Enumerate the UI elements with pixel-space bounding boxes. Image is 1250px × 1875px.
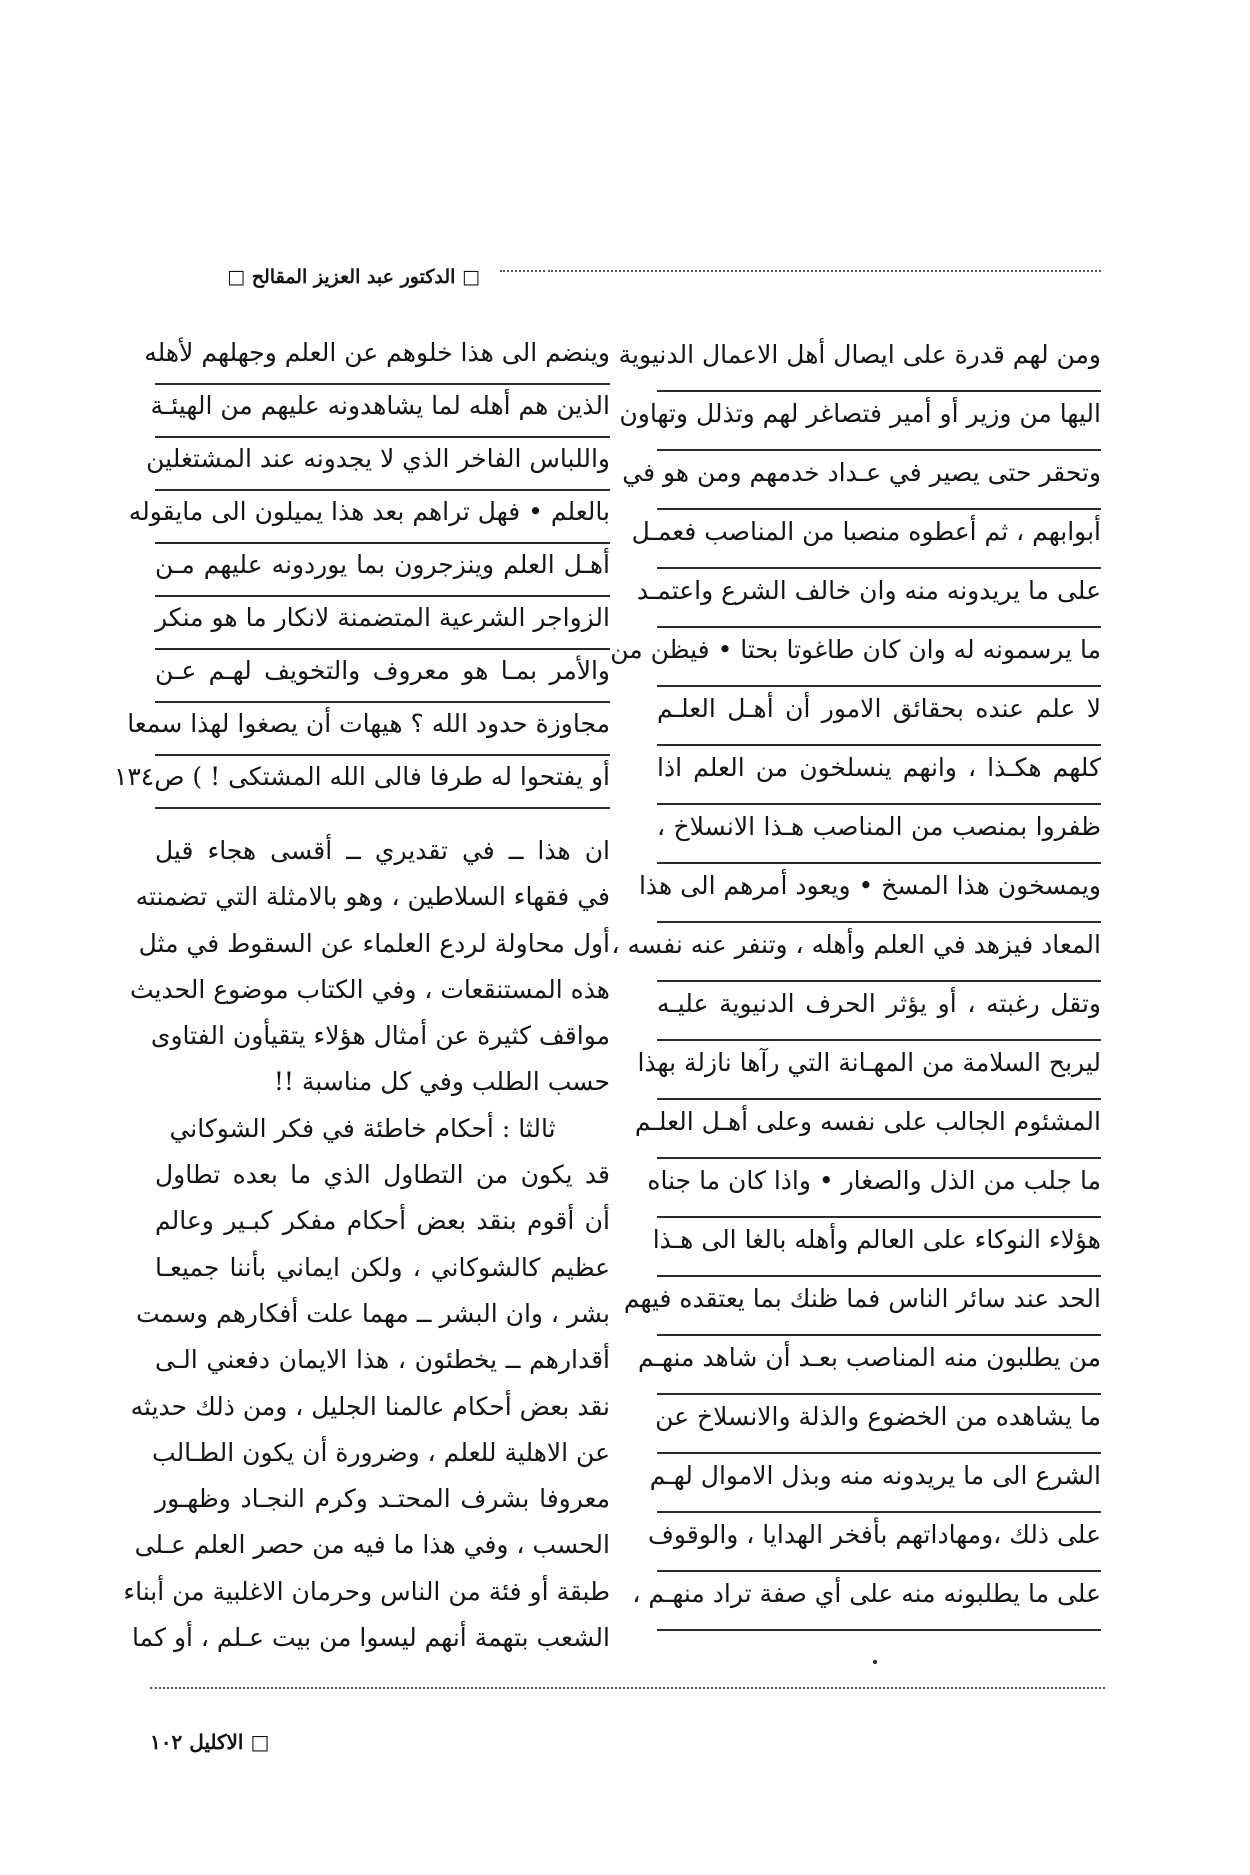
text-line: من يطلبون منه المناصب بعـد أن شاهد منهـم <box>657 1336 1101 1395</box>
text-line: وتحقر حتى يصير في عـداد خدمهم ومن هو في <box>657 451 1101 510</box>
page-footer-label: □ الاكليل ١٠٢ <box>150 1730 270 1754</box>
text-line: أهـل العلم وينزجرون بما يوردونه عليهم مـن <box>155 544 610 597</box>
text-line: هذه المستنقعات ، وفي الكتاب موضوع الحديث <box>129 974 610 1004</box>
text-line: الحسب ، وفي هذا ما فيه من حصر العلم عـلى <box>134 1530 610 1560</box>
text-line: نقد بعض أحكام عالمنا الجليل ، ومن ذلك حديثه <box>130 1391 610 1421</box>
text-line: أن أقوم بنقد بعض أحكام مفكر كبـير وعالم <box>155 1206 610 1236</box>
left-body-text <box>123 828 610 1661</box>
header-dotted-separator <box>500 270 545 272</box>
text-line: قد يكون من التطاول الذي ما بعده تطاول <box>155 1160 610 1190</box>
text-line: طبقة أو فئة من الناس وحرمان الاغلبية من أبناء <box>123 1576 610 1606</box>
text-line: وتقل رغبته ، أو يؤثر الحرف الدنيوية عليـه <box>657 982 1101 1041</box>
text-line: هؤلاء النوكاء على العالم وأهله بالغا الى هـذا <box>657 1218 1101 1277</box>
text-line: حسب الطلب وفي كل مناسبة !! <box>273 1067 610 1097</box>
text-line: بشر ، وان البشر ــ مهما علت أفكارهم وسمت <box>136 1298 610 1328</box>
text-line: مجاوزة حدود الله ؟ هيهات أن يصغوا لهذا سمعا <box>155 703 610 756</box>
running-header-author: □ الدكتور عبد العزيز المقالح □ <box>227 266 480 288</box>
text-line: الشرع الى ما يريدونه منه وبذل الاموال لهـم <box>657 1454 1101 1513</box>
left-quote-block <box>113 332 610 809</box>
header-dotted-rule <box>548 270 1101 272</box>
text-line: المعاد فيزهد في العلم وأهله ، وتنفر عنه نفسه ، <box>657 923 1101 982</box>
text-line: على ما يطلبونه منه على أي صفة تراد منهـم ، <box>657 1572 1101 1631</box>
text-line: ظفروا بمنصب من المناصب هـذا الانسلاخ ، <box>657 805 1101 864</box>
text-line: على ذلك ،ومهاداتهم بأفخر الهدايا ، والوقوف <box>657 1513 1101 1572</box>
text-line: واللباس الفاخر الذي لا يجدونه عند المشتغلين <box>155 438 610 491</box>
text-line: المشئوم الجالب على نفسه وعلى أهـل العلـم <box>657 1100 1101 1159</box>
text-line: ليربح السلامة من المهـانة التي رآها نازلة بهذا <box>657 1041 1101 1100</box>
text-line: على ما يريدونه منه وان خالف الشرع واعتمـد <box>657 569 1101 628</box>
text-line: الزواجر الشرعية المتضمنة لانكار ما هو منكر <box>155 597 610 650</box>
text-line: أو يفتحوا له طرفا فالى الله المشتكى ! ) ص١٣٤ <box>155 756 610 809</box>
text-line: أول محاولة لردع العلماء عن السقوط في مثل <box>138 928 610 958</box>
text-line: وينضم الى هذا خلوهم عن العلم وجهلهم لأهله <box>155 332 610 385</box>
text-line: والأمر بمـا هو معروف والتخويف لهـم عـن <box>155 650 610 703</box>
text-line: ما يشاهده من الخضوع والذلة والانسلاخ عن <box>657 1395 1101 1454</box>
text-line: معروفا بشرف المحتـد وكرم النجـاد وظهـور <box>155 1484 610 1514</box>
text-line: الحد عند سائر الناس فما ظنك بما يعتقده فيهم <box>657 1277 1101 1336</box>
text-line: عظيم كالشوكاني ، ولكن ايماني بأننا جميعـا <box>155 1252 610 1282</box>
right-text-column <box>610 333 1101 1631</box>
text-line: اليها من وزير أو أمير فتصاغر لهم وتذلل وتهاون <box>657 392 1101 451</box>
text-line: أبوابهم ، ثم أعطوه منصبا من المناصب فعمـل <box>657 510 1101 569</box>
text-line: عن الاهلية للعلم ، وضرورة أن يكون الطـالب <box>152 1437 610 1467</box>
text-line: ما يرسمونه له وان كان طاغوتا بحتا • فيظن من <box>657 628 1101 687</box>
section-heading: ثالثا : أحكام خاطئة في فكر الشوكاني <box>169 1113 556 1143</box>
text-line: الذين هم أهله لما يشاهدونه عليهم من الهيئـة <box>155 385 610 438</box>
text-line: مواقف كثيرة عن أمثال هؤلاء يتقيأون الفتاوى <box>150 1021 610 1051</box>
text-line: في فقهاء السلاطين ، وهو بالامثلة التي تضمنته <box>135 882 610 912</box>
footer-dotted-rule <box>150 1687 1105 1689</box>
text-line: بالعلم • فهل تراهم بعد هذا يميلون الى مايقوله <box>155 491 610 544</box>
text-line: لا علم عنده بحقائق الامور أن أهـل العلـم <box>657 687 1101 746</box>
text-line: ومن لهم قدرة على ايصال أهل الاعمال الدنيوية <box>657 333 1101 392</box>
text-line: كلهم هكـذا ، وانهم ينسلخون من العلم اذا <box>657 746 1101 805</box>
text-line: ما جلب من الذل والصغار • واذا كان ما جناه <box>657 1159 1101 1218</box>
text-line: ويمسخون هذا المسخ • ويعود أمرهم الى هذا <box>657 864 1101 923</box>
text-line: ان هذا ــ في تقديري ــ أقسى هجاء قيل <box>155 836 610 865</box>
text-line: الشعب بتهمة أنهم ليسوا من بيت عـلم ، أو كما <box>132 1623 610 1653</box>
print-speck <box>873 1660 877 1664</box>
text-line: أقدارهم ــ يخطئون ، هذا الايمان دفعني الـى <box>155 1345 610 1375</box>
